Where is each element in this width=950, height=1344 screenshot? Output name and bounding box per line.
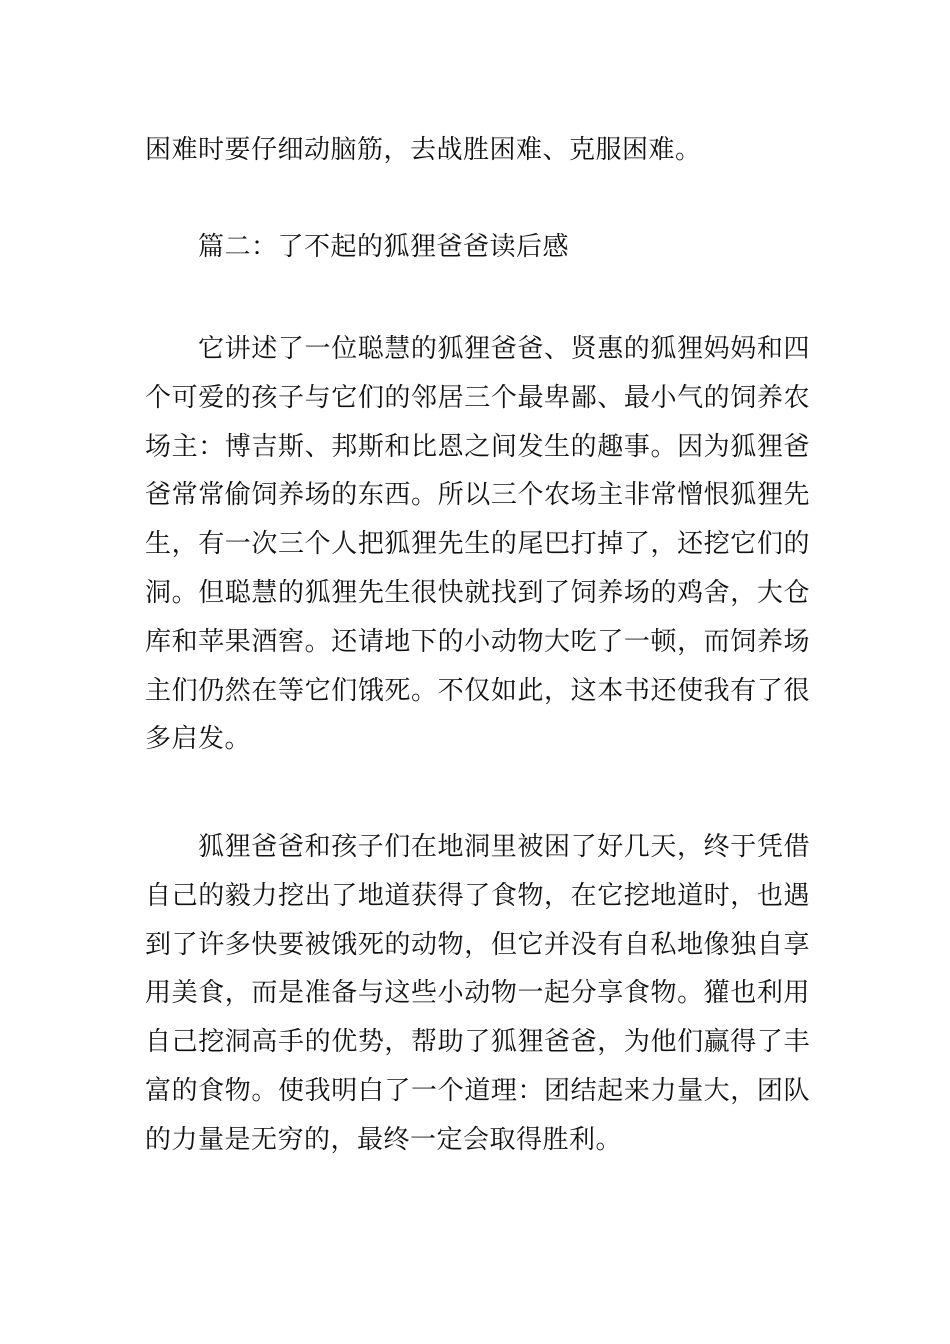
section-heading: 篇二：了不起的狐狸爸爸读后感 (198, 232, 570, 262)
body-paragraph: 它讲述了一位聪慧的狐狸爸爸、贤惠的狐狸妈妈和四个可爱的孩子与它们的邻居三个最卑鄙、最小气的饲养农场主：博吉斯、邦斯和比恩之间发生的趣事。因为狐狸爸爸常常偷饲养场的东西。所以三个农场主非常憎恨狐狸先生，有一次三个人把狐狸先生的尾巴打掉了，还挖它们的洞。但聪慧的狐狸先生很快就找到了饲养场的鸡舍，大仓库和苹果酒窖。还请地下的小动物大吃了一顿，而饲养场主们仍然在等它们饿死。不仅如此，这本书还使我有了很多启发。 (145, 334, 810, 755)
body-paragraph: 狐狸爸爸和孩子们在地洞里被困了好几天，终于凭借自己的毅力挖出了地道获得了食物，在它挖地道时，也遇到了许多快要被饿死的动物，但它并没有自私地像独自享用美食，而是准备与这些小动物一起分享食物。獾也利用自己挖洞高手的优势，帮助了狐狸爸爸，为他们赢得了丰富的食物。使我明白了一个道理：团结起来力量大，团队的力量是无穷的，最终一定会取得胜利。 (145, 832, 810, 1155)
continuation-text: 困难时要仔细动脑筋，去战胜困难、克服困难。 (145, 135, 702, 165)
